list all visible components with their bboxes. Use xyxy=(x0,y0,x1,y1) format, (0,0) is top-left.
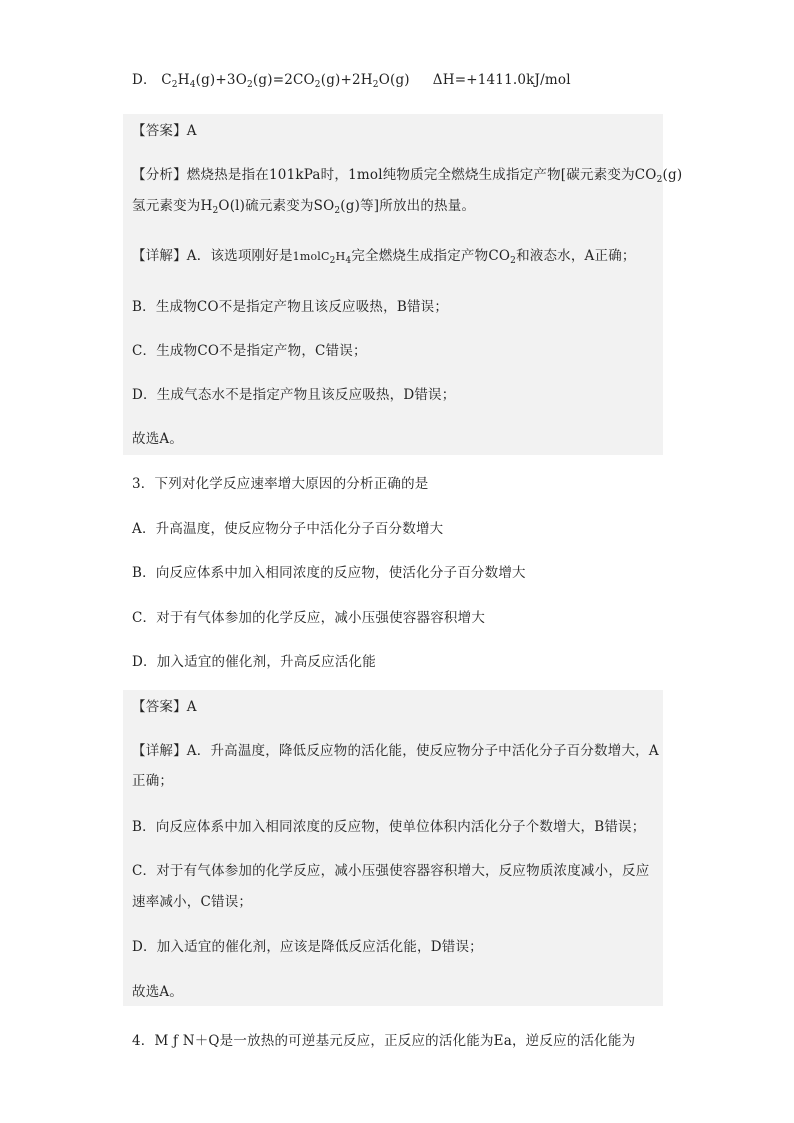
q2-option-d: D． $C_2H_4(g)+3O_2(g)=2CO_2(g)+2H_2O(g)$ ΔH=+1411.0kJ/mol xyxy=(132,72,571,90)
q3-conclusion: 故选A。 xyxy=(132,984,184,1000)
q2-detail-b: B．生成物CO不是指定产物且该反应吸热，B错误； xyxy=(132,299,449,315)
q4-stem: 4．M ƒ N＋Q是一放热的可逆基元反应，正反应的活化能为Ea，逆反应的活化能为 xyxy=(132,1033,636,1049)
q3-option-c: C．对于有气体参加的化学反应，减小压强使容器容积增大 xyxy=(132,610,486,626)
q3-answer-panel xyxy=(123,690,663,1006)
q2-detail-a: 【详解】A．该选项刚好是$1molC_2H_4$完全燃烧生成指定产物$CO_2$和液态水，A正确； xyxy=(132,248,636,266)
q3-option-a: A．升高温度，使反应物分子中活化分子百分数增大 xyxy=(132,521,444,537)
chemical-equation: $C_2H_4(g)+3O_2(g)=2CO_2(g)+2H_2O(g)$ xyxy=(161,72,410,90)
q3-detail-d: D．加入适宜的催化剂，应该是降低反应活化能，D错误； xyxy=(132,939,483,955)
q3-detail-a-line-2: 正确； xyxy=(132,773,174,789)
q3-option-b: B．向反应体系中加入相同浓度的反应物，使活化分子百分数增大 xyxy=(132,565,526,581)
q3-detail-a-line-1: 【详解】A．升高温度，降低反应物的活化能，使反应物分子中活化分子百分数增大，A xyxy=(132,743,659,759)
q2-detail-c: C．生成物CO不是指定产物，C错误； xyxy=(132,343,367,359)
q2-analysis-line-1: 【分析】燃烧热是指在101kPa时，1mol纯物质完全燃烧生成指定产物[碳元素变为$CO_2(g)$ xyxy=(132,167,683,185)
q3-stem: 3．下列对化学反应速率增大原因的分析正确的是 xyxy=(132,476,429,492)
q2-conclusion: 故选A。 xyxy=(132,431,184,447)
q3-detail-c-line-1: C．对于有气体参加的化学反应，减小压强使容器容积增大，反应物质浓度减小，反应 xyxy=(132,863,650,879)
enthalpy-value: ΔH=+1411.0kJ/mol xyxy=(432,72,571,88)
q3-detail-b: B．向反应体系中加入相同浓度的反应物，使单位体积内活化分子个数增大，B错误； xyxy=(132,819,646,835)
q2-detail-d: D．生成气态水不是指定产物且该反应吸热，D错误； xyxy=(132,387,456,403)
q3-option-d: D．加入适宜的催化剂，升高反应活化能 xyxy=(132,654,376,670)
q3-detail-c-line-2: 速率减小，C错误； xyxy=(132,894,253,910)
q2-analysis-line-2: 氢元素变为$H_2O(l)$硫元素变为$SO_2(g)$等]所放出的热量。 xyxy=(132,198,476,216)
q2-answer: 【答案】A xyxy=(132,123,197,139)
q3-answer: 【答案】A xyxy=(132,699,197,715)
